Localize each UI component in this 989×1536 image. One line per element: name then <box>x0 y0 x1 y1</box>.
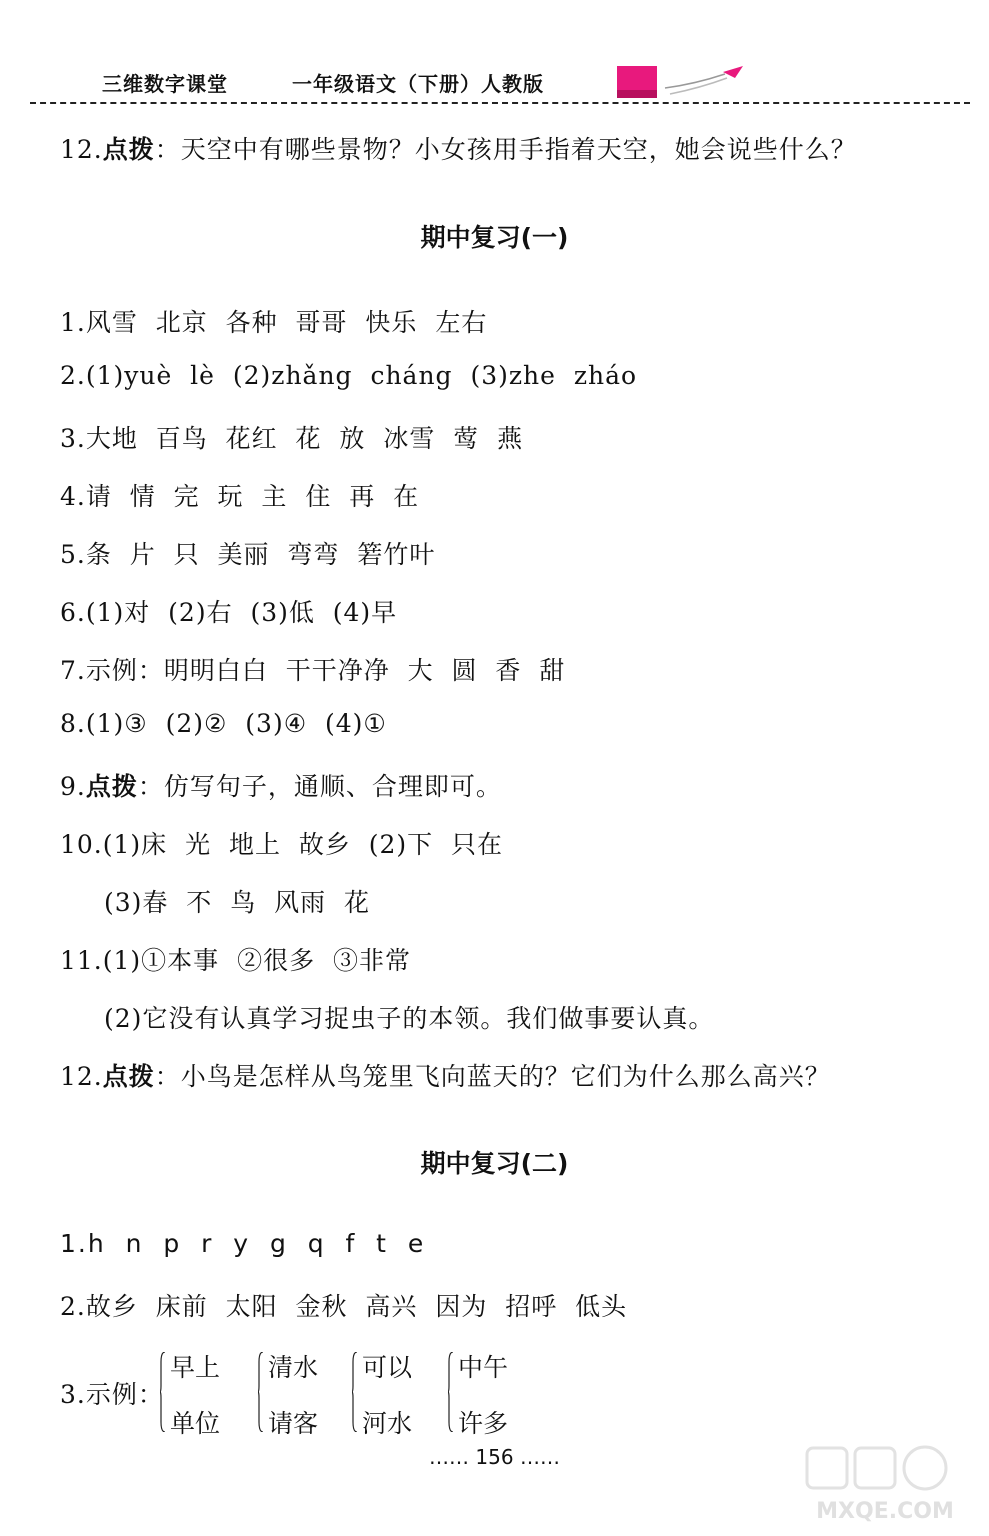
section-title-1: 期中复习(一) <box>420 223 569 252</box>
answer-line: 1.风雪 北京 各种 哥哥 快乐 左右 <box>60 308 488 337</box>
word-pair-group <box>352 1348 442 1438</box>
word-pair-top: 早上 <box>170 1353 221 1382</box>
brace-icon <box>448 1352 454 1432</box>
answer-line-12: 12.点拨：小鸟是怎样从鸟笼里飞向蓝天的？它们为什么那么高兴？ <box>60 1062 831 1091</box>
watermark-logo-icon <box>795 1440 975 1530</box>
word-pair-bottom: 单位 <box>170 1409 221 1438</box>
word-pair-bottom: 许多 <box>458 1409 509 1438</box>
word-pair-top: 清水 <box>268 1353 319 1382</box>
answer-line: 2.(1)yuè lè (2)zhǎng cháng (3)zhe zháo <box>60 361 638 390</box>
answer-line: 4.请 情 完 玩 主 住 再 在 <box>60 482 420 511</box>
word-pair-group <box>258 1348 348 1438</box>
answer-line-s2-1: 1.h n p r y g q f t e <box>60 1229 426 1258</box>
answer-line-s2-2: 2.故乡 床前 太阳 金秋 高兴 因为 招呼 低头 <box>60 1292 628 1321</box>
answer-line-11a: 11.(1)①本事 ②很多 ③非常 <box>60 946 411 975</box>
word-pair-top: 中午 <box>458 1353 509 1382</box>
brace-icon <box>160 1352 166 1432</box>
watermark-text: MXQE.COM <box>816 1499 954 1524</box>
rocket-icon <box>615 64 755 104</box>
answer-line: 3.大地 百鸟 花红 花 放 冰雪 莺 燕 <box>60 424 524 453</box>
brace-icon <box>352 1352 358 1432</box>
page-number-dots: …… <box>429 1445 470 1469</box>
word-pair-group <box>160 1348 250 1438</box>
answer-line-s2-3-label: 3.示例： <box>60 1380 164 1409</box>
page-number-dots: …… <box>519 1445 560 1469</box>
answer-line: 6.(1)对 (2)右 (3)低 (4)早 <box>60 598 398 627</box>
answer-line: 8.(1)③ (2)② (3)④ (4)① <box>60 709 387 738</box>
answer-line-10a: 10.(1)床 光 地上 故乡 (2)下 只在 <box>60 830 504 859</box>
word-pair-group <box>448 1348 538 1438</box>
word-pair-bottom: 请客 <box>268 1409 319 1438</box>
header-series-title: 三维数字课堂 <box>102 72 228 96</box>
answer-line-11b: (2)它没有认真学习捉虫子的本领。我们做事要认真。 <box>104 1004 715 1033</box>
section-title-2: 期中复习(二) <box>420 1149 569 1178</box>
answer-line: 7.示例：明明白白 干干净净 大 圆 香 甜 <box>60 656 566 685</box>
page-header <box>30 62 970 104</box>
word-pair-top: 可以 <box>362 1353 413 1382</box>
word-pair-bottom: 河水 <box>362 1409 413 1438</box>
answer-line-9: 9.点拨：仿写句子，通顺、合理即可。 <box>60 772 502 801</box>
answer-line-10b: (3)春 不 鸟 风雨 花 <box>104 888 370 917</box>
answer-line-top12: 12.点拨：天空中有哪些景物？小女孩用手指着天空，她会说些什么？ <box>60 135 857 164</box>
answer-line: 5.条 片 只 美丽 弯弯 箬竹叶 <box>60 540 436 569</box>
page-number-value: 156 <box>475 1445 514 1469</box>
header-book-title: 一年级语文（下册）人教版 <box>292 72 544 96</box>
brace-icon <box>258 1352 264 1432</box>
